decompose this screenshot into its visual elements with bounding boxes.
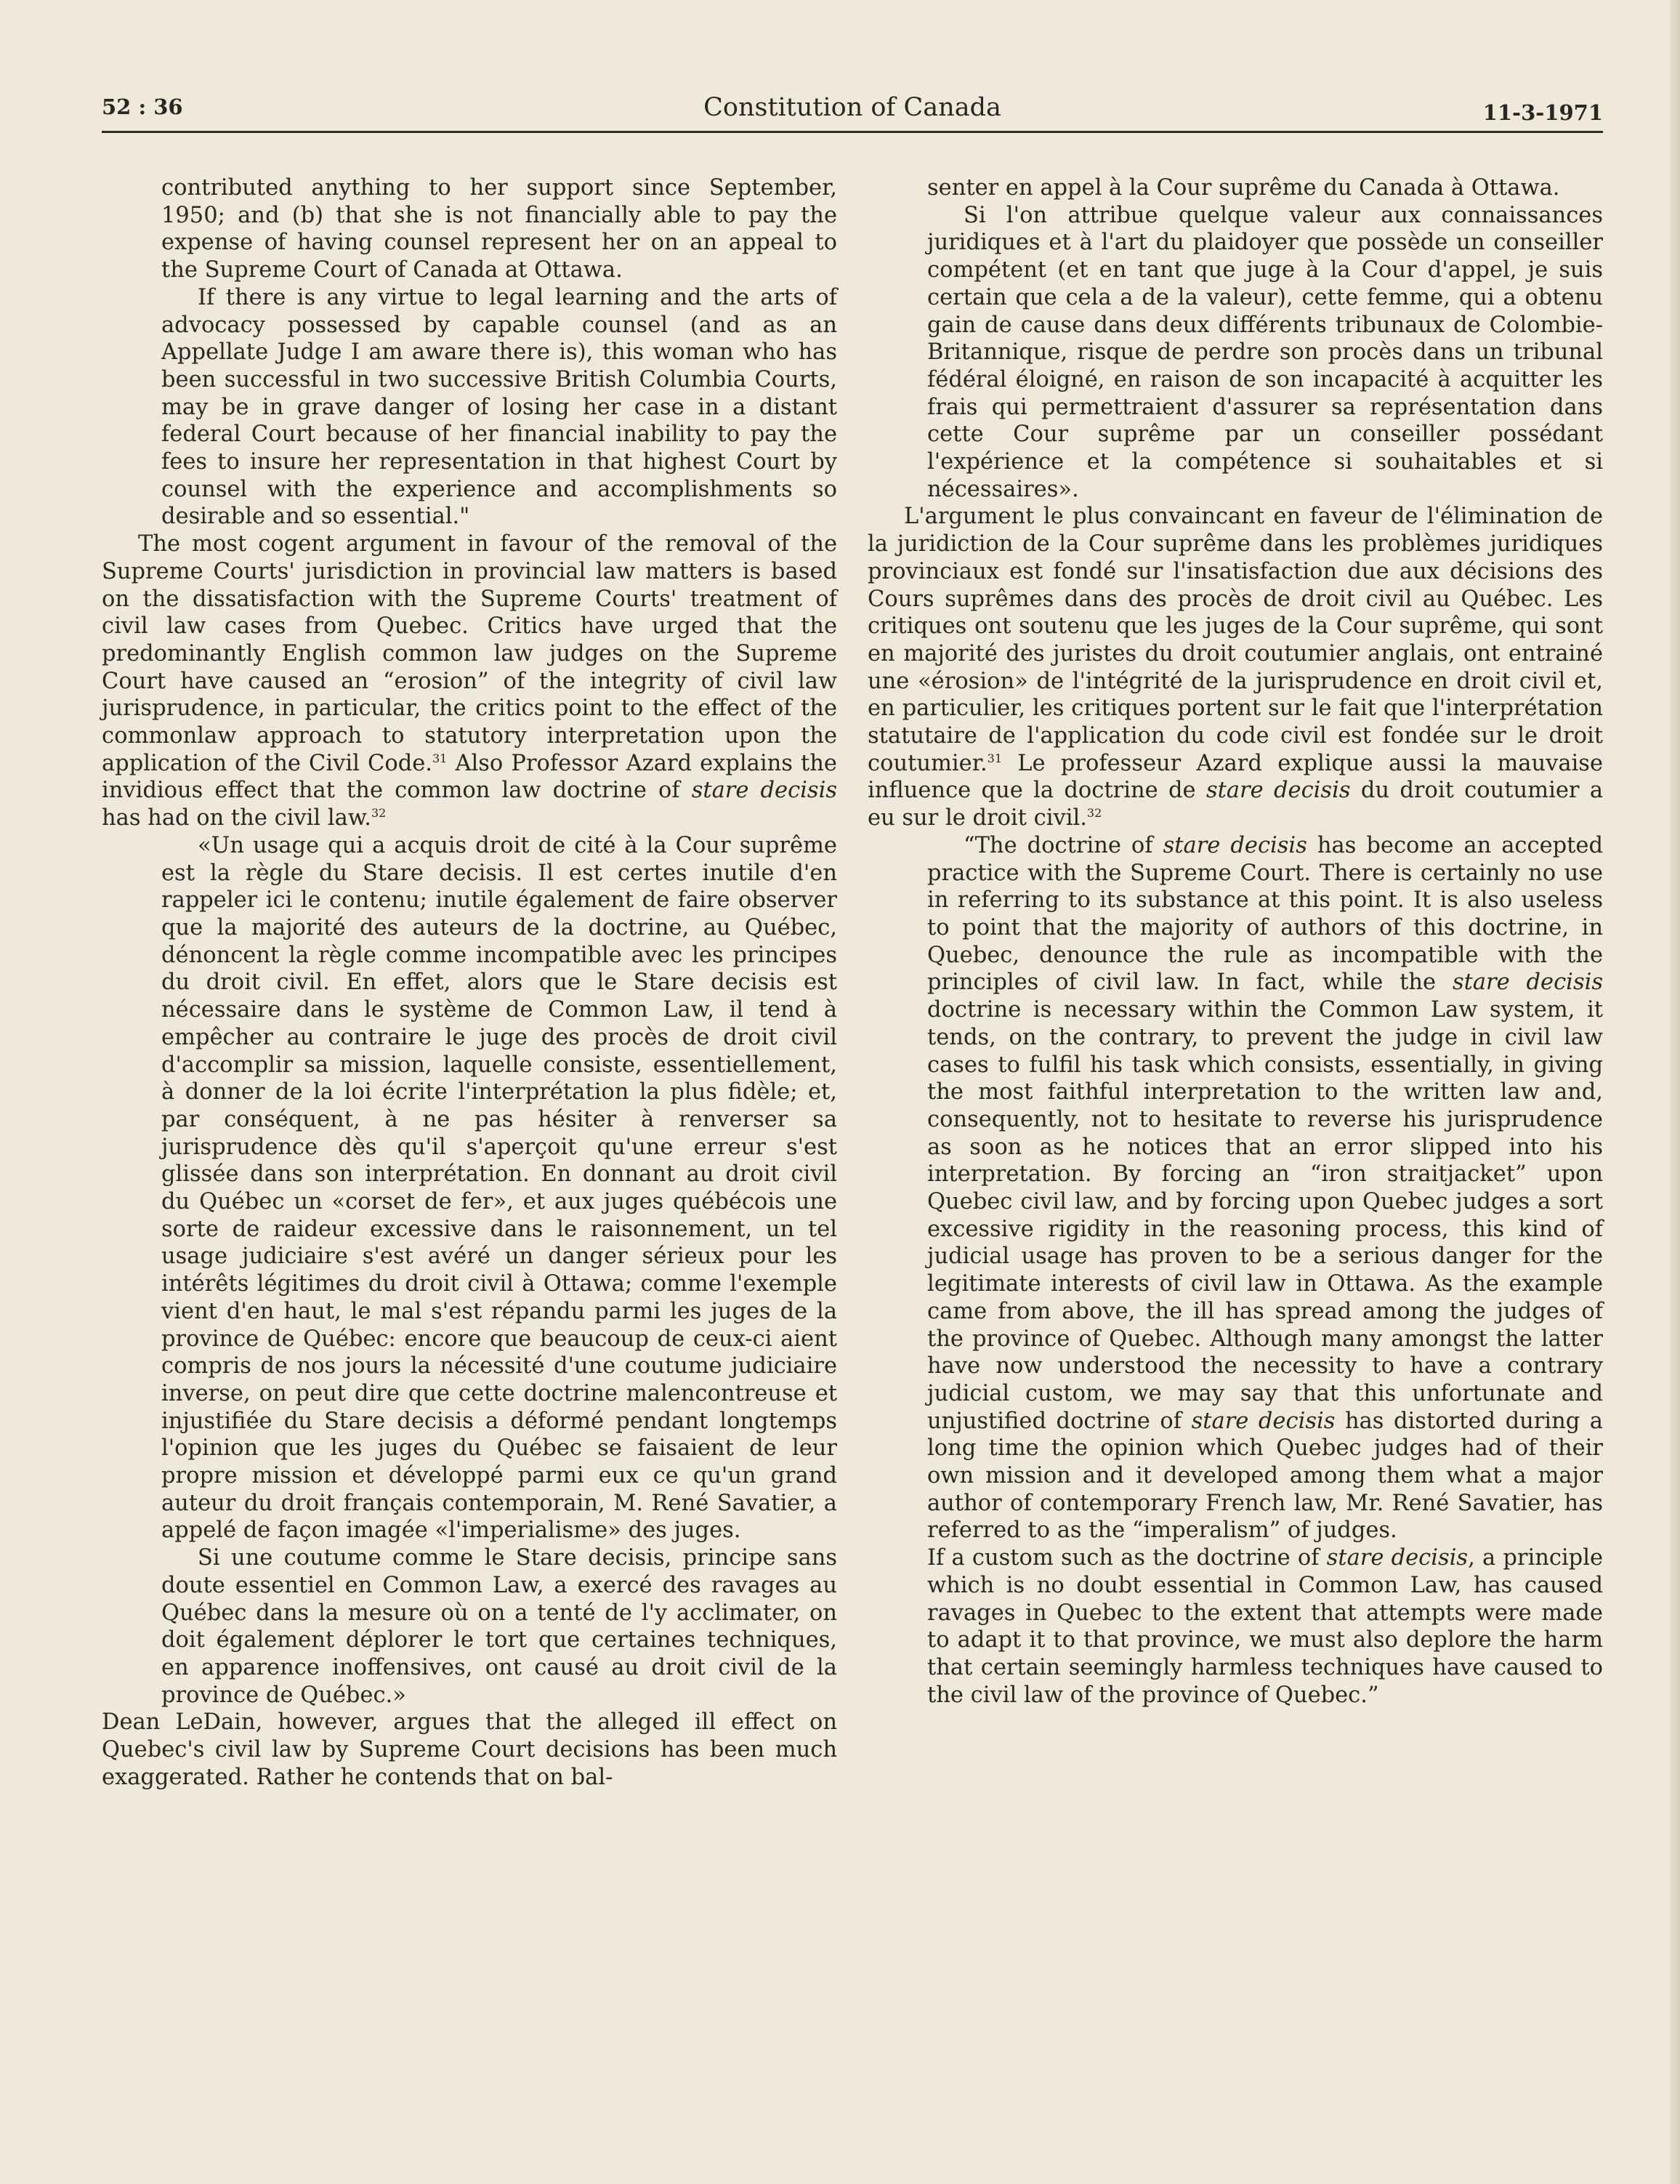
- english-quote-paragraph: “The doctrine of stare decisis has become an accepted practice with the Supreme Court. There is certainly no use in referring to its substance at this point. It is also useless to point that the majority of authors of this doctrine, in Quebec, denounce the rule as incompatible with the principles of civil law. In fact, while the stare decisis doctrine is necessary within the Common Law system, it tends, on the contrary, to prevent the judge in civil law cases to fulfil his task which consists, essentially, in giving the most faithful interpretation to the written law and, consequently, not to hesitate to reverse his jurisprudence as soon as he notices that an error slipped into his interpretation. By forcing an “iron straitjacket” upon Quebec civil law, and by forcing upon Quebec judges a sort excessive rigidity in the reasoning process, this kind of judicial usage has proven to be a serious danger for the legitimate interests of civil law in Ottawa. As the example came from above, the ill has spread among the judges of the province of Quebec. Although many amongst the latter have now understood the necessity to have a contrary judicial custom, we may say that this unfortunate and unjustified doctrine of stare decisis has distorted during a long time the opinion which Quebec judges had of their own mission and it developed among them what a major author of contemporary French law, Mr. René Savatier, has referred to as the “imperalism” of judges.: [927, 832, 1603, 1544]
- body-paragraph: Dean LeDain, however, argues that the alleged ill effect on Quebec's civil law by Supreme Court decisions has been much exaggerated. Rather he contends that on bal-: [102, 1709, 837, 1790]
- left-column: [102, 174, 837, 1791]
- footnote-ref: 31: [432, 751, 448, 765]
- quote-paragraph: Si l'on attribue quelque valeur aux connaissances juridiques et à l'art du plaidoyer que possède un conseiller compétent (et en tant que juge à la Cour d'appel, je suis certain que cela a de la valeur), cette femme, qui a obtenu gain de cause dans deux différents tribunaux de Colombie-Britannique, risque de perdre son procès dans un tribunal fédéral éloigné, en raison de son incapacité à acquitter les frais qui permettraient d'assurer sa représentation dans cette Cour suprême par un conseiller possédant l'expérience et la compétence si souhaitables et si nécessaires».: [927, 202, 1603, 502]
- french-quote-paragraph: «Un usage qui a acquis droit de cité à la Cour suprême est la règle du Stare decisis. Il est certes inutile d'en rappeler ici le contenu; inutile également de faire observer que la majorité des auteurs de la doctrine, au Québec, dénoncent la règle comme incompatible avec les principes du droit civil. En effet, alors que le Stare decisis est nécessaire dans le système de Common Law, il tend à empêcher au contraire le juge des procès de droit civil d'accomplir sa mission, laquelle consiste, essentiellement, à donner de la loi écrite l'interprétation la plus fidèle; et, par conséquent, à ne pas hésiter à renverser sa jurisprudence dès qu'il s'aperçoit qu'une erreur s'est glissée dans son interprétation. En donnant au droit civil du Québec un «corset de fer», et aux juges québécois une sorte de raideur excessive dans le raisonnement, un tel usage judiciaire s'est avéré un danger sérieux pour les intérêts légitimes du droit civil à Ottawa; comme l'exemple vient d'en haut, le mal s'est répandu parmi les juges de la province de Québec: encore que beaucoup de ceux-ci aient compris de nos jours la nécessité d'une coutume judiciaire inverse, on peut dire que cette doctrine malencontreuse et injustifiée du Stare decisis a déformé pendant longtemps l'opinion que les juges du Québec se faisaient de leur propre mission et développé parmi eux ce qu'un grand auteur du droit français contemporain, M. René Savatier, a appelé de façon imagée «l'imperialisme» des juges.: [161, 832, 837, 1544]
- french-quote-paragraph: Si une coutume comme le Stare decisis, principe sans doute essentiel en Common Law, a exercé des ravages au Québec dans la mesure où on a tenté de l'y acclimater, on doit également déplorer le tort que certaines techniques, en apparence inoffensives, ont causé au droit civil de la province de Québec.»: [161, 1545, 837, 1708]
- body-paragraph: The most cogent argument in favour of the removal of the Supreme Courts' jurisdiction in provincial law matters is based on the dissatisfaction with the Supreme Courts' treatment of civil law cases from Quebec. Critics have urged that the predominantly English common law judges on the Supreme Court have caused an “erosion” of the integrity of civil law jurisprudence, in particular, the critics point to the effect of the commonlaw approach to statutory interpretation upon the application of the Civil Code.$^{31}$ Also Professor Azard explains the invidious effect that the common law doctrine of stare decisis has had on the civil law.$^{32}$: [102, 531, 837, 831]
- page-number: 52 : 36: [102, 94, 183, 119]
- footnote-ref: 32: [1086, 806, 1102, 821]
- page-edge: [1670, 0, 1680, 2184]
- header-title: Constitution of Canada: [703, 93, 1001, 122]
- running-header: [102, 86, 1603, 133]
- footnote-ref: 31: [987, 751, 1002, 765]
- right-column: [868, 174, 1603, 1709]
- quote-paragraph: If there is any virtue to legal learning and the arts of advocacy possessed by capable counsel (and as an Appellate Judge I am aware there is), this woman who has been successful in two successive British Columbia Courts, may be in grave danger of losing her case in a distant federal Court because of her financial inability to pay the fees to insure her representation in that highest Court by counsel with the experience and accomplishments so desirable and so essential.": [161, 284, 837, 530]
- quote-continuation: senter en appel à la Cour suprême du Canada à Ottawa.: [927, 175, 1560, 201]
- english-quote-paragraph: If a custom such as the doctrine of stare decisis, a principle which is no doubt essential in Common Law, has caused ravages in Quebec to the extent that attempts were made to adapt it to that province, we must also deplore the harm that certain seemingly harmless techniques have caused to the civil law of the province of Quebec.”: [927, 1545, 1604, 1708]
- header-date: 11-3-1971: [1482, 100, 1603, 125]
- footnote-ref: 32: [371, 806, 387, 821]
- quote-continuation: contributed anything to her support since September, 1950; and (b) that she is not financially able to pay the expense of having counsel represent her on an appeal to the Supreme Court of Canada at Ottawa.: [161, 175, 837, 283]
- body-paragraph: L'argument le plus convaincant en faveur de l'élimination de la juridiction de la Cour suprême dans les problèmes juridiques provinciaux est fondé sur l'insatisfaction due aux décisions des Cours suprêmes dans des procès de droit civil au Québec. Les critiques ont soutenu que les juges de la Cour suprême, qui sont en majorité des juristes du droit coutumier anglais, ont entrainé une «érosion» de l'intégrité de la jurisprudence en droit civil et, en particulier, les critiques portent sur le fait que l'interprétation statutaire de l'application du code civil est fondée sur le droit coutumier.$^{31}$ Le professeur Azard explique aussi la mauvaise influence que la doctrine de stare decisis du droit coutumier a eu sur le droit civil.$^{32}$: [868, 504, 1603, 831]
